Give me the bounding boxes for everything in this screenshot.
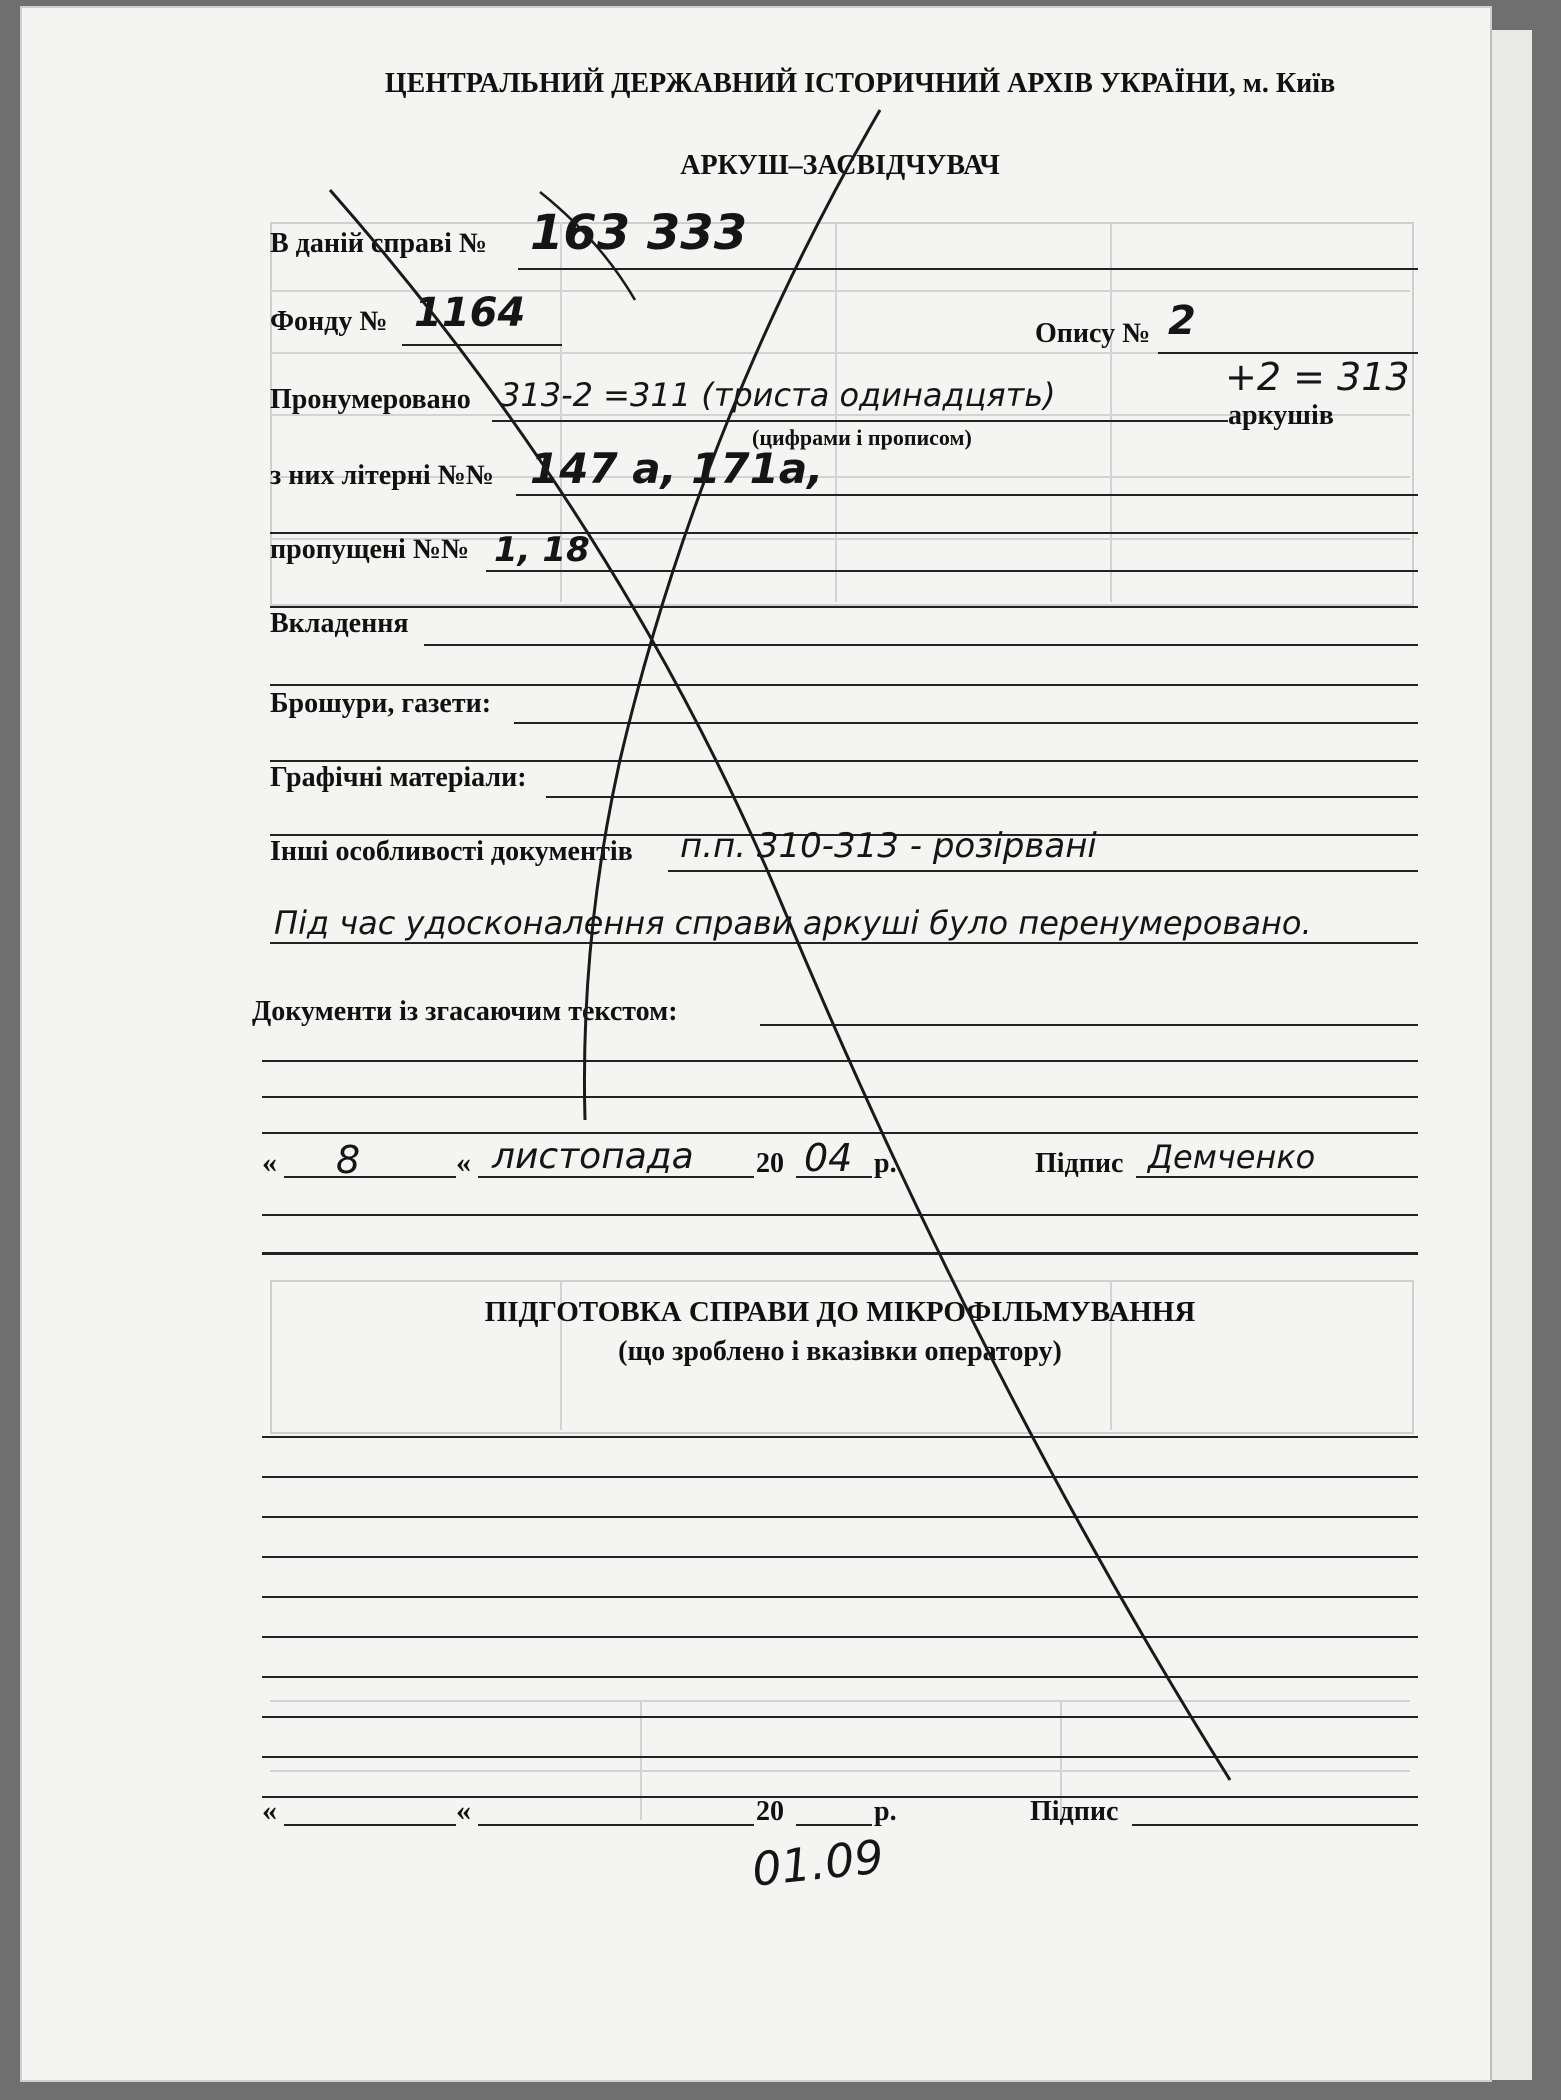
date-quote-close: « bbox=[456, 1146, 471, 1179]
form-title: АРКУШ–ЗАСВІДЧУВАЧ bbox=[680, 150, 1000, 181]
brochures-label: Брошури, газети: bbox=[270, 688, 492, 719]
enclosures-label: Вкладення bbox=[270, 608, 409, 639]
date-year-suffix: 04 bbox=[804, 1136, 853, 1180]
numbered-value: 313-2 =311 (триста одинадцять) bbox=[500, 376, 1056, 414]
archive-name: ЦЕНТРАЛЬНИЙ ДЕРЖАВНИЙ ІСТОРИЧНИЙ АРХІВ УКРАЇНИ, м. Київ bbox=[384, 68, 1336, 99]
inventory-note: +2 = 313 bbox=[1225, 355, 1410, 399]
signature-label: Підпис bbox=[1035, 1148, 1124, 1179]
case-label: В даній справі № bbox=[270, 228, 488, 259]
date-month: листопада bbox=[492, 1136, 694, 1177]
date-year-unit: р. bbox=[874, 1148, 897, 1179]
skipped-value: 1, 18 bbox=[494, 530, 590, 570]
numbered-hint: (цифрами і прописом) bbox=[752, 425, 972, 450]
fund-value: 1164 bbox=[414, 290, 526, 336]
other-value-line2: Під час удосконалення справи аркуші було перенумеровано. bbox=[274, 904, 1312, 942]
signature: Демченко bbox=[1148, 1138, 1316, 1176]
case-value: 163 333 bbox=[530, 205, 748, 261]
microfilm-subtitle: (що зроблено і вказівки оператору) bbox=[618, 1336, 1062, 1367]
inventory-value: 2 bbox=[1168, 298, 1196, 344]
skipped-label: пропущені №№ bbox=[270, 534, 470, 565]
bottom-signature-label: Підпис bbox=[1030, 1796, 1119, 1827]
graphics-label: Графічні матеріали: bbox=[270, 762, 527, 793]
other-label: Інші особливості документів bbox=[270, 836, 633, 867]
microfilm-title: ПІДГОТОВКА СПРАВИ ДО МІКРОФІЛЬМУВАННЯ bbox=[484, 1296, 1196, 1328]
fund-label: Фонду № bbox=[270, 306, 388, 337]
handwritten-note: 01.09 bbox=[749, 1829, 887, 1897]
lettered-value: 147 а, 171а, bbox=[530, 444, 824, 493]
bottom-quote-close: « bbox=[456, 1794, 471, 1827]
fading-label: Документи із згасаючим текстом: bbox=[252, 996, 678, 1027]
date-year-prefix: 20 bbox=[756, 1148, 784, 1179]
lettered-label: з них літерні №№ bbox=[270, 460, 494, 491]
numbered-suffix: аркушів bbox=[1228, 400, 1334, 431]
date-day: 8 bbox=[336, 1138, 361, 1182]
date-quote-open: « bbox=[262, 1146, 277, 1179]
numbered-label: Пронумеровано bbox=[270, 384, 471, 415]
inventory-label: Опису № bbox=[1035, 318, 1151, 349]
bottom-year-unit: р. bbox=[874, 1796, 897, 1827]
bottom-year-prefix: 20 bbox=[756, 1796, 784, 1827]
other-value: п.п. 310-313 - розірвані bbox=[680, 826, 1097, 866]
bottom-quote-open: « bbox=[262, 1794, 277, 1827]
